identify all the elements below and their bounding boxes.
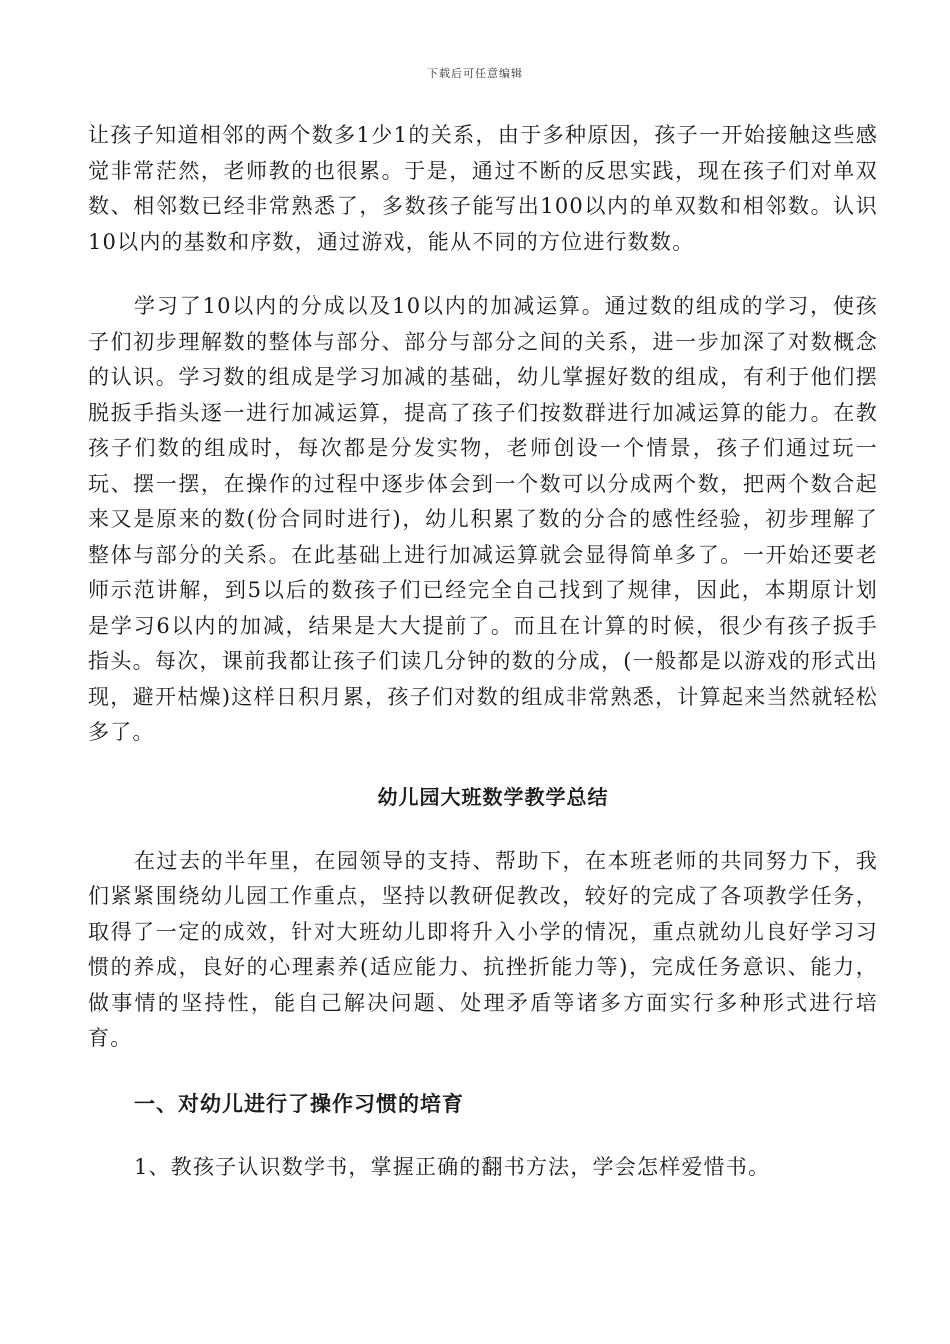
section-heading-1: 一、对幼儿进行了操作习惯的培育 <box>134 1090 464 1116</box>
paragraph-spacer <box>88 260 878 289</box>
paragraph-spacer <box>88 1057 878 1086</box>
paragraph-spacer <box>88 815 878 844</box>
paragraph-2: 学习了10以内的分成以及10以内的加减运算。通过数的组成的学习，使孩子们初步理解数的整体与部分、部分与部分之间的关系，进一步加深了对数概念的认识。学习数的组成是学习加减的基础，幼儿掌握好数的组成，有利于他们摆脱扳手指头逐一进行加减运算，提高了孩子们按数群进行加减运算的能力。在教孩子们数的组成时，每次都是分发实物，老师创设一个情景，孩子们通过玩一玩、摆一摆，在操作的过程中逐步体会到一个数可以分成两个数，把两个数合起来又是原来的数(份合同时进行)，幼儿积累了数的分合的感性经验，初步理解了整体与部分的关系。在此基础上进行加减运算就会显得简单多了。一开始还要老师示范讲解，到5以后的数孩子们已经完全自己找到了规律，因此，本期原计划是学习6以内的加减，结果是大大提前了。而且在计算的时候，很少有孩子扳手指头。每次，课前我都让孩子们读几分钟的数的分成，(一般都是以游戏的形式出现，避开枯燥)这样日积月累，孩子们对数的组成非常熟悉，计算起来当然就轻松多了。 <box>88 294 878 744</box>
paragraph-1: 让孩子知道相邻的两个数多1少1的关系，由于多种原因，孩子一开始接触这些感觉非常茫然，老师教的也很累。于是，通过不断的反思实践，现在孩子们对单双数、相邻数已经非常熟悉了，多数孩子能写出100以内的单双数和相邻数。认识10以内的基数和序数，通过游戏，能从不同的方位进行数数。 <box>88 123 878 254</box>
page-header: 下载后可任意编辑 <box>427 67 523 80</box>
paragraph-3: 在过去的半年里，在园领导的支持、帮助下，在本班老师的共同努力下，我们紧紧围绕幼儿园工作重点，坚持以教研促教改，较好的完成了各项教学任务，取得了一定的成效，针对大班幼儿即将升入小学的情况，重点就幼儿良好学习习惯的养成，良好的心理素养(适应能力、抗挫折能力等)，完成任务意识、能力，做事情的坚持性，能自己解决问题、处理矛盾等诸多方面实行多种形式进行培育。 <box>88 848 878 1050</box>
document-title: 幼儿园大班数学教学总结 <box>377 784 609 809</box>
list-item-1: 1、教孩子认识数学书，掌握正确的翻书方法，学会怎样爱惜书。 <box>134 1154 771 1179</box>
paragraph-spacer <box>88 1121 878 1150</box>
document-body <box>88 118 878 1185</box>
paragraph-spacer <box>88 751 878 780</box>
